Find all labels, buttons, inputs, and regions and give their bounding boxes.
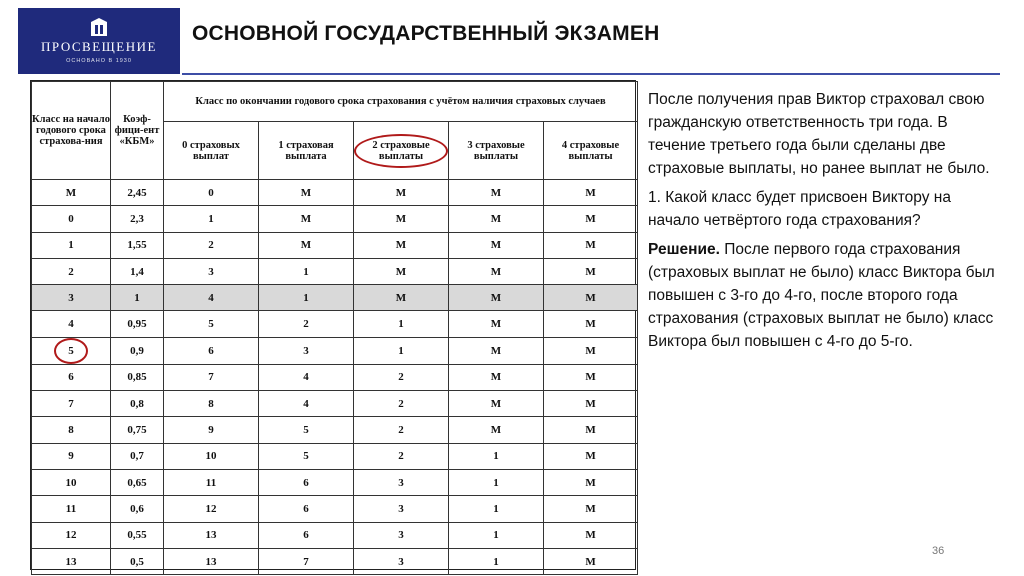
- table-cell: 7: [164, 364, 259, 390]
- table-cell: 1: [449, 522, 544, 548]
- question-text: 1. Какой класс будет присвоен Виктору на начало четвёртого года страхования?: [648, 189, 951, 229]
- table-cell: 11: [164, 469, 259, 495]
- table-cell: 3: [164, 258, 259, 284]
- table-row: [32, 522, 638, 548]
- table-row: [32, 337, 638, 364]
- table-cell: 2: [32, 258, 111, 284]
- table-cell: М: [544, 206, 638, 232]
- solution-paragraph: [648, 238, 1006, 353]
- table-cell: 7: [32, 391, 111, 417]
- table-row: [32, 206, 638, 232]
- table-cell: 1: [449, 496, 544, 522]
- table-cell: М: [449, 180, 544, 206]
- table-cell: 1,4: [111, 258, 164, 284]
- table-cell: М: [544, 443, 638, 469]
- table-cell: 3: [354, 548, 449, 574]
- publisher-logo: [18, 8, 180, 74]
- table-cell: 4: [32, 311, 111, 337]
- table-row: [32, 548, 638, 574]
- table-cell: М: [544, 285, 638, 311]
- table-cell: М: [354, 285, 449, 311]
- table-cell: 13: [164, 522, 259, 548]
- solution-label: Решение.: [648, 241, 720, 258]
- table-cell: [32, 337, 111, 364]
- table-cell: 3: [32, 285, 111, 311]
- logo-subtitle: ОСНОВАНО В 1930: [66, 58, 132, 64]
- table-cell: 2,45: [111, 180, 164, 206]
- table-cell: 0,7: [111, 443, 164, 469]
- table-cell: 2: [164, 232, 259, 258]
- emblem-icon: [91, 18, 107, 36]
- page-number: 36: [932, 545, 945, 557]
- table-cell: 6: [259, 522, 354, 548]
- table-row: [32, 364, 638, 390]
- table-row: [32, 180, 638, 206]
- highlight-circle-cell: 5: [54, 338, 88, 364]
- table-cell: 0,55: [111, 522, 164, 548]
- table-cell: 1: [449, 548, 544, 574]
- table-row: [32, 311, 638, 337]
- table-cell: М: [354, 180, 449, 206]
- table-row: [32, 496, 638, 522]
- header-2-payments: [354, 122, 449, 180]
- table-cell: 4: [164, 285, 259, 311]
- table-row: [32, 443, 638, 469]
- header-start-class: Класс на начало годового срока страхова-ния: [32, 82, 111, 180]
- table-cell: 2: [354, 364, 449, 390]
- table-cell: 0: [164, 180, 259, 206]
- table-cell: 1: [354, 311, 449, 337]
- table-cell: 1: [111, 285, 164, 311]
- highlight-circle-header: 2 страховые выплаты: [354, 134, 448, 168]
- table-cell: 6: [259, 496, 354, 522]
- table-cell: 1,55: [111, 232, 164, 258]
- kbm-table-container: [30, 80, 636, 570]
- table-cell: М: [259, 232, 354, 258]
- table-cell: М: [544, 311, 638, 337]
- table-cell: 2: [259, 311, 354, 337]
- table-cell: М: [449, 391, 544, 417]
- table-cell: 3: [354, 522, 449, 548]
- header-3-payments: 3 страховые выплаты: [449, 122, 544, 180]
- table-cell: 0,5: [111, 548, 164, 574]
- table-cell: М: [544, 364, 638, 390]
- table-cell: М: [544, 232, 638, 258]
- table-cell: М: [32, 180, 111, 206]
- header-0-payments: 0 страховых выплат: [164, 122, 259, 180]
- header-kbm: Коэф-фици-ент «КБМ»: [111, 82, 164, 180]
- table-cell: 3: [259, 337, 354, 364]
- table-cell: 1: [164, 206, 259, 232]
- table-cell: 5: [259, 417, 354, 443]
- page-title: ОСНОВНОЙ ГОСУДАРСТВЕННЫЙ ЭКЗАМЕН: [192, 22, 660, 45]
- table-cell: 9: [32, 443, 111, 469]
- table-cell: М: [544, 337, 638, 364]
- table-cell: М: [449, 285, 544, 311]
- table-cell: 2,3: [111, 206, 164, 232]
- table-cell: 0,75: [111, 417, 164, 443]
- problem-statement: После получения прав Виктор страховал свою гражданскую ответственность три года. В течение третьего года были сделаны две страховые выплаты, но ранее выплат не было.: [648, 91, 990, 177]
- table-cell: 4: [259, 364, 354, 390]
- table-cell: 1: [449, 443, 544, 469]
- table-cell: 3: [354, 496, 449, 522]
- table-cell: М: [449, 206, 544, 232]
- table-cell: 9: [164, 417, 259, 443]
- table-cell: 6: [164, 337, 259, 364]
- table-cell: 10: [164, 443, 259, 469]
- table-cell: М: [259, 206, 354, 232]
- logo-name: ПРОСВЕЩЕНИЕ: [41, 39, 157, 54]
- table-row: [32, 232, 638, 258]
- table-cell: 0,95: [111, 311, 164, 337]
- table-cell: 2: [354, 391, 449, 417]
- table-cell: 1: [259, 258, 354, 284]
- table-row: [32, 417, 638, 443]
- table-cell: М: [449, 311, 544, 337]
- explanation-panel: [648, 88, 1006, 359]
- table-cell: М: [544, 258, 638, 284]
- table-cell: М: [354, 258, 449, 284]
- header-1-payment: 1 страховая выплата: [259, 122, 354, 180]
- table-cell: М: [544, 391, 638, 417]
- table-cell: 11: [32, 496, 111, 522]
- table-row: [32, 469, 638, 495]
- table-cell: 10: [32, 469, 111, 495]
- table-cell: 2: [354, 417, 449, 443]
- table-cell: 1: [259, 285, 354, 311]
- header-end-class-group: Класс по окончании годового срока страхования с учётом наличия страховых случаев: [164, 82, 638, 122]
- table-cell: 6: [32, 364, 111, 390]
- solution-text: После первого года страхования (страховых выплат не было) класс Виктора был повышен с 3-го до 4-го, после второго года страхования (страховых выплат не было) класс Виктора был повышен с 4-го до 5-го.: [648, 241, 995, 350]
- table-cell: 3: [354, 469, 449, 495]
- table-cell: 2: [354, 443, 449, 469]
- table-cell: 12: [164, 496, 259, 522]
- table-cell: 13: [32, 548, 111, 574]
- table-cell: 7: [259, 548, 354, 574]
- table-cell: М: [544, 522, 638, 548]
- table-cell: 4: [259, 391, 354, 417]
- table-cell: 13: [164, 548, 259, 574]
- table-cell: М: [449, 417, 544, 443]
- table-cell: М: [354, 232, 449, 258]
- table-cell: 1: [354, 337, 449, 364]
- table-cell: 12: [32, 522, 111, 548]
- title-divider: [182, 73, 1000, 75]
- table-cell: М: [259, 180, 354, 206]
- table-cell: М: [354, 206, 449, 232]
- table-cell: М: [544, 469, 638, 495]
- table-cell: М: [449, 232, 544, 258]
- table-cell: 0,85: [111, 364, 164, 390]
- table-cell: 0: [32, 206, 111, 232]
- header-4-payments: 4 страховые выплаты: [544, 122, 638, 180]
- table-cell: 6: [259, 469, 354, 495]
- table-cell: М: [449, 364, 544, 390]
- table-cell: М: [544, 180, 638, 206]
- table-cell: 0,8: [111, 391, 164, 417]
- table-cell: М: [544, 417, 638, 443]
- table-cell: 5: [164, 311, 259, 337]
- table-cell: 5: [259, 443, 354, 469]
- table-cell: М: [544, 496, 638, 522]
- table-cell: 8: [164, 391, 259, 417]
- table-cell: 0,6: [111, 496, 164, 522]
- table-row: [32, 258, 638, 284]
- table-cell: 0,65: [111, 469, 164, 495]
- table-body: [32, 180, 638, 575]
- table-cell: 8: [32, 417, 111, 443]
- table-cell: М: [449, 337, 544, 364]
- table-cell: 1: [449, 469, 544, 495]
- table-row: [32, 285, 638, 311]
- table-row: [32, 391, 638, 417]
- table-cell: 1: [32, 232, 111, 258]
- table-cell: 0,9: [111, 337, 164, 364]
- kbm-table: [31, 81, 638, 575]
- table-cell: М: [449, 258, 544, 284]
- table-cell: М: [544, 548, 638, 574]
